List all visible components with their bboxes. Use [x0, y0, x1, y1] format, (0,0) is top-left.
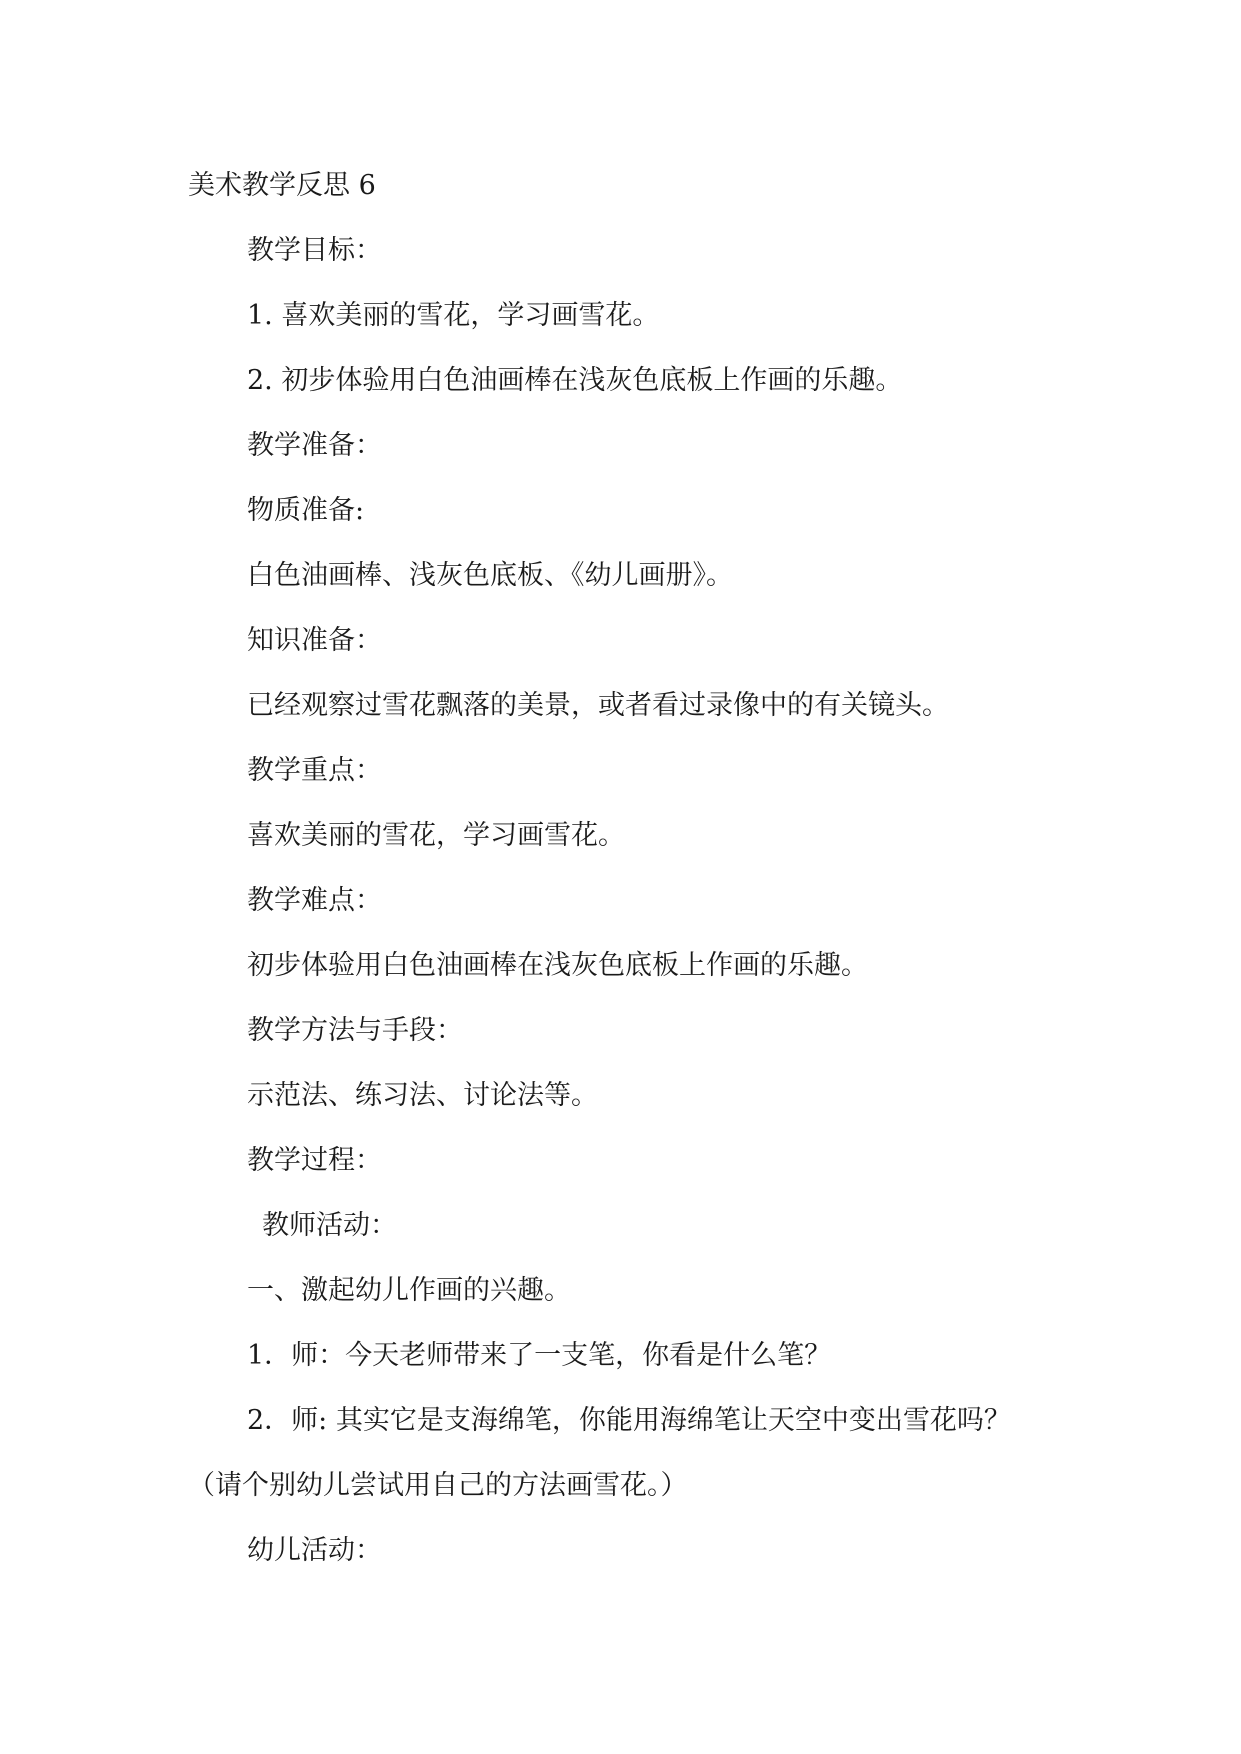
paragraph-line: 初步体验用白色油画棒在浅灰色底板上作画的乐趣。 — [247, 950, 868, 981]
paragraph-line: 示范法、练习法、讨论法等。 — [247, 1080, 598, 1111]
section-heading-materials: 物质准备: — [247, 495, 365, 526]
paragraph-line: 1．师：今天老师带来了一支笔，你看是什么笔？ — [247, 1340, 832, 1371]
section-heading-methods: 教学方法与手段： — [247, 1015, 463, 1046]
document-title: 美术教学反思 6 — [188, 170, 376, 201]
paragraph-line: （请个别幼儿尝试用自己的方法画雪花。） — [188, 1470, 688, 1501]
section-heading-objectives: 教学目标： — [247, 235, 382, 266]
subheading-child-activity: 幼儿活动： — [247, 1535, 382, 1566]
section-heading-difficulties: 教学难点： — [247, 885, 382, 916]
section-heading-key-points: 教学重点： — [247, 755, 382, 786]
paragraph-line: 白色油画棒、浅灰色底板、《幼儿画册》。 — [247, 560, 733, 591]
section-heading-preparation: 教学准备： — [247, 430, 382, 461]
paragraph-line: 2. 初步体验用白色油画棒在浅灰色底板上作画的乐趣。 — [247, 365, 903, 396]
paragraph-line: 已经观察过雪花飘落的美景，或者看过录像中的有关镜头。 — [247, 690, 949, 721]
paragraph-line: 喜欢美丽的雪花，学习画雪花。 — [247, 820, 625, 851]
paragraph-line: 1. 喜欢美丽的雪花，学习画雪花。 — [247, 300, 660, 331]
section-heading-process: 教学过程： — [247, 1145, 382, 1176]
paragraph-line: 2．师: 其实它是支海绵笔，你能用海绵笔让天空中变出雪花吗？ — [247, 1405, 1011, 1436]
section-heading-knowledge: 知识准备： — [247, 625, 382, 656]
paragraph-line: 一、激起幼儿作画的兴趣。 — [247, 1275, 571, 1306]
subheading-teacher-activity: 教师活动： — [262, 1210, 397, 1241]
